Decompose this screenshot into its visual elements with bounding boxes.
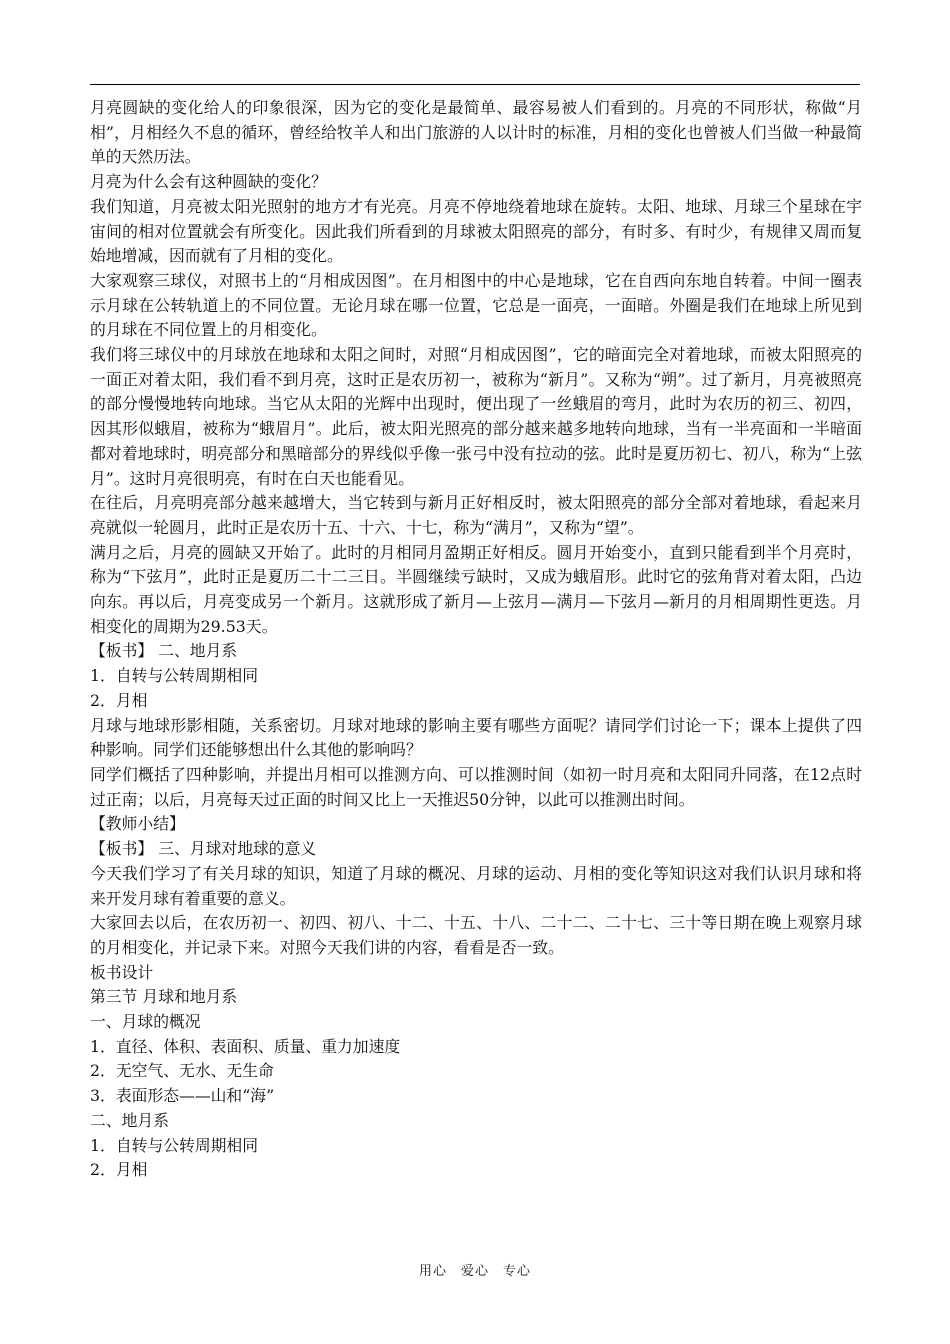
document-body xyxy=(90,96,862,1183)
outline-title: 第三节 月球和地月系 xyxy=(90,987,238,1007)
list-item: 1．直径、体积、表面积、质量、重力加速度 xyxy=(90,1036,401,1056)
paragraph: 月球与地球形影相随，关系密切。月球对地球的影响主要有哪些方面呢？请同学们讨论一下；课本上提供了四种影响。同学们还能够想出什么其他的影响吗？ xyxy=(90,715,862,760)
outline-heading: 二、地月系 xyxy=(90,1110,169,1130)
list-item: 2．月相 xyxy=(90,1160,148,1180)
list-item: 2．月相 xyxy=(90,690,148,710)
paragraph: 同学们概括了四种影响，并提出月相可以推测方向、可以推测时间（如初一时月亮和太阳同升同落，在12点时过正南；以后，月亮每天过正面的时间又比上一天推迟50分钟，以此可以推测出时间。 xyxy=(90,764,862,809)
paragraph: 大家观察三球仪，对照书上的“月相成因图”。在月相图中的中心是地球，它在自西向东地自转着。中间一圈表示月球在公转轨道上的不同位置。无论月球在哪一位置，它总是一面亮，一面暗。外圈是我们在地球上所见到的月球在不同位置上的月相变化。 xyxy=(90,270,862,340)
list-item: 3．表面形态——山和“海” xyxy=(90,1086,275,1106)
list-item: 2．无空气、无水、无生命 xyxy=(90,1061,274,1081)
page-footer: 用心 爱心 专心 xyxy=(418,1264,531,1279)
header-rule xyxy=(90,84,860,85)
paragraph: 月亮为什么会有这种圆缺的变化？ xyxy=(90,172,327,192)
paragraph: 在往后，月亮明亮部分越来越增大，当它转到与新月正好相反时，被太阳照亮的部分全部对着地球，看起来月亮就似一轮圆月，此时正是农历十五、十六、十七，称为“满月”，又称为“望”。 xyxy=(90,493,862,537)
paragraph: 今天我们学习了有关月球的知识，知道了月球的概况、月球的运动、月相的变化等知识这对我们认识月球和将来开发月球有着重要的意义。 xyxy=(90,863,862,908)
paragraph: 满月之后，月亮的圆缺又开始了。此时的月相同月盈期正好相反。圆月开始变小，直到只能看到半个月亮时，称为“下弦月”，此时正是夏历二十二三日。半圆继续亏缺时，又成为蛾眉形。此时它的弦角背对着太阳，凸边向东。再以后，月亮变成另一个新月。这就形成了新月—上弦月—满月—下弦月—新月的月相周期性更迭。月相变化的周期为29.53天。 xyxy=(90,542,862,636)
section-heading: 【板书】 三、月球对地球的意义 xyxy=(90,839,317,859)
section-heading: 【教师小结】 xyxy=(90,814,185,834)
paragraph: 我们将三球仪中的月球放在地球和太阳之间时，对照“月相成因图”，它的暗面完全对着地球，而被太阳照亮的一面正对着太阳，我们看不到月亮，这时正是农历初一，被称为“新月”。又称为“朔”。过了新月，月亮被照亮的部分慢慢地转向地球。当它从太阳的光辉中出现时，便出现了一丝蛾眉的弯月，此时为农历的初三、初四，因其形似蛾眉，被称为“蛾眉月”。此后，被太阳光照亮的部分越来越多地转向地球，当有一半亮面和一半暗面都对着地球时，明亮部分和黑暗部分的界线似乎像一张弓中没有拉动的弦。此时是夏历初七、初八，称为“上弦月”。这时月亮很明亮，有时在白天也能看见。 xyxy=(90,345,862,488)
list-item: 1．自转与公转周期相同 xyxy=(90,1135,259,1155)
list-item: 1．自转与公转周期相同 xyxy=(90,666,259,686)
paragraph: 大家回去以后，在农历初一、初四、初八、十二、十五、十八、二十二、二十七、三十等日期在晚上观察月球的月相变化，并记录下来。对照今天我们讲的内容，看看是否一致。 xyxy=(90,913,862,957)
section-heading: 板书设计 xyxy=(90,962,154,982)
section-heading: 【板书】 二、地月系 xyxy=(90,641,238,661)
paragraph: 月亮圆缺的变化给人的印象很深，因为它的变化是最简单、最容易被人们看到的。月亮的不同形状，称做“月相”，月相经久不息的循环，曾经给牧羊人和出门旅游的人以计时的标准，月相的变化也曾被人们当做一种最简单的天然历法。 xyxy=(90,98,862,167)
paragraph: 我们知道，月亮被太阳光照射的地方才有光亮。月亮不停地绕着地球在旋转。太阳、地球、月球三个星球在宇宙间的相对位置就会有所变化。因此我们所看到的月球被太阳照亮的部分，有时多、有时少，有规律又周而复始地增减，因而就有了月相的变化。 xyxy=(90,196,862,266)
outline-heading: 一、月球的概况 xyxy=(90,1012,201,1032)
